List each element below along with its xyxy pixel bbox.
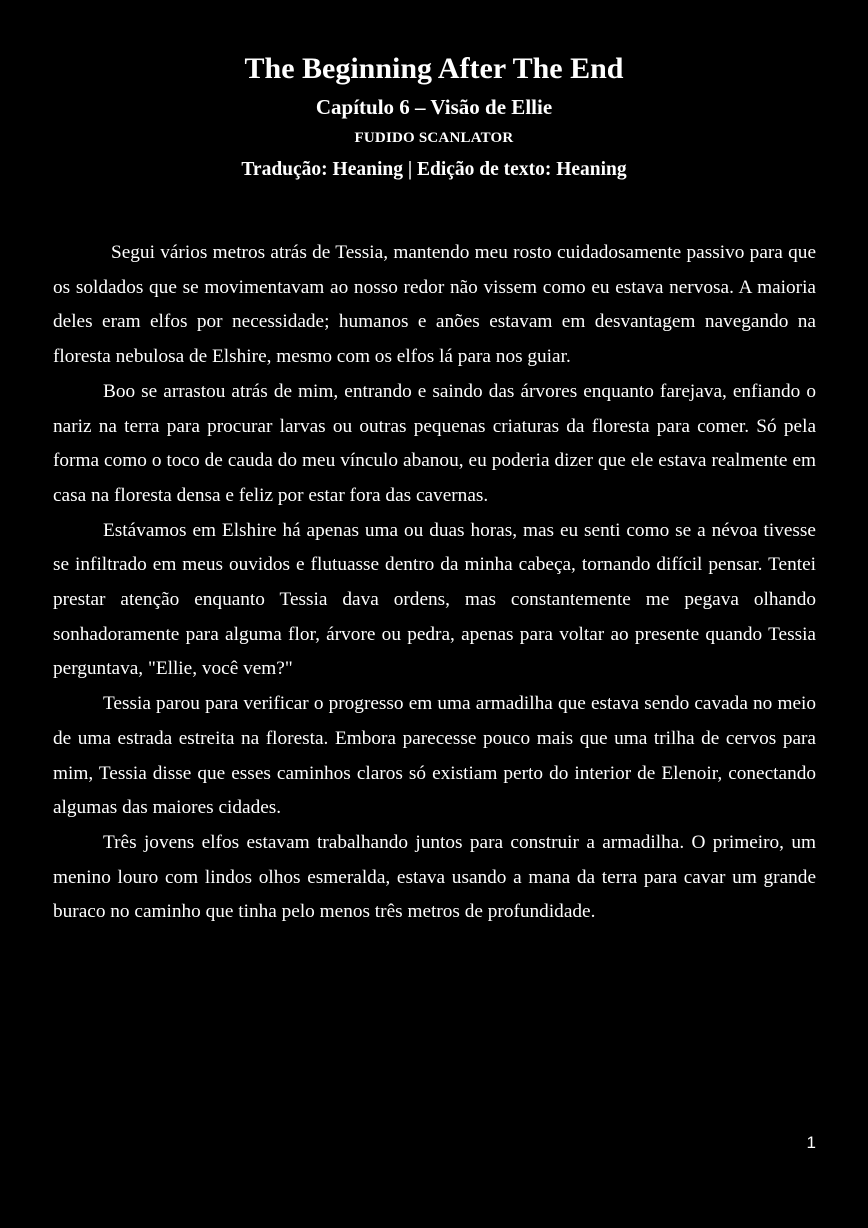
book-title: The Beginning After The End: [244, 52, 624, 85]
scanlator-name: FUDIDO SCANLATOR: [354, 130, 514, 146]
paragraph: Segui vários metros atrás de Tessia, mantendo meu rosto cuidadosamente passivo para que os soldados que se movimentavam ao nosso redor não vissem como eu estava nervosa. A maioria deles eram elfos por necessidade; humanos e anões estavam em desvantagem navegando na floresta nebulosa de Elshire, mesmo com os elfos lá para nos guiar.: [53, 242, 816, 368]
chapter-body: [53, 236, 816, 930]
paragraph: Estávamos em Elshire há apenas uma ou duas horas, mas eu senti como se a névoa tivesse se infiltrado em meus ouvidos e flutuasse dentro da minha cabeça, tornando difícil pensar. Tentei prestar atenção enquanto Tessia dava ordens, mas constantemente me pegava olhando sonhadoramente para alguma flor, árvore ou pedra, apenas para voltar ao presente quando Tessia perguntava, "Ellie, você vem?": [53, 519, 816, 680]
chapter-title: Capítulo 6 – Visão de Ellie: [315, 95, 553, 119]
paragraph: Tessia parou para verificar o progresso em uma armadilha que estava sendo cavada no meio de uma estrada estreita na floresta. Embora parecesse pouco mais que uma trilha de cervos para mim, Tessia disse que esses caminhos claros só existiam perto do interior de Elenoir, conectando algumas das maiores cidades.: [53, 693, 816, 819]
paragraph: Boo se arrastou atrás de mim, entrando e saindo das árvores enquanto farejava, enfiando o nariz na terra para procurar larvas ou outras pequenas criaturas da floresta para comer. Só pela forma como o toco de cauda do meu vínculo abanou, eu poderia dizer que ele estava realmente em casa na floresta densa e feliz por estar fora das cavernas.: [53, 380, 816, 506]
paragraph: Três jovens elfos estavam trabalhando juntos para construir a armadilha. O primeiro, um menino louro com lindos olhos esmeralda, estava usando a mana da terra para cavar um grande buraco no caminho que tinha pelo menos três metros de profundidade.: [53, 831, 816, 923]
translation-credits: Tradução: Heaning | Edição de texto: Heaning: [241, 159, 627, 180]
page-number: 1: [806, 1133, 816, 1152]
document-header: [0, 50, 868, 184]
